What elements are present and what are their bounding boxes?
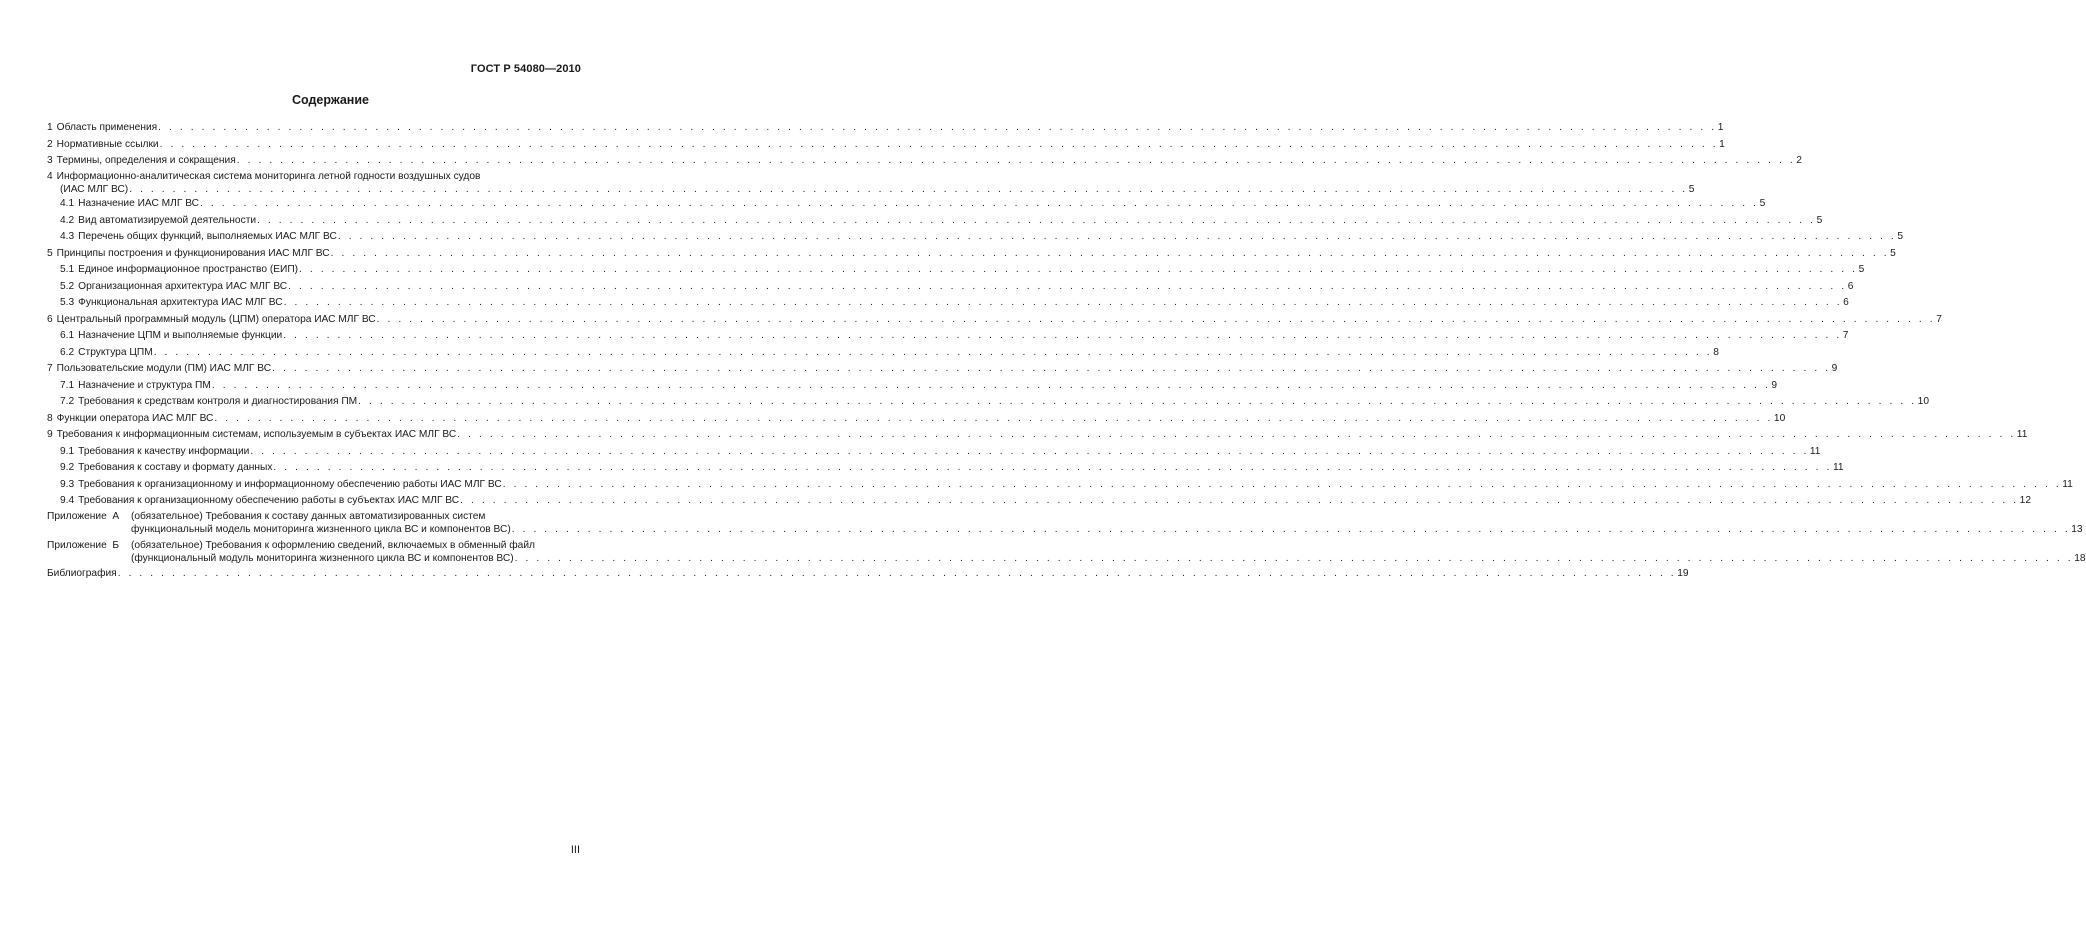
toc-entry-text: (обязательное) Требования к оформлению сведений, включаемых в обменный файл	[131, 540, 535, 551]
leader-dots	[237, 153, 1796, 170]
leader-dots	[288, 279, 1847, 296]
toc-entry-text: (обязательное) Требования к составу данных автоматизированных систем	[131, 510, 486, 522]
toc-entry-4-line1[interactable]	[47, 170, 583, 183]
leader-dots	[250, 444, 1809, 461]
toc-entry-number: 9	[47, 429, 53, 440]
toc-entry-text: Перечень общих функций, выполняемых ИАС МЛГ ВС	[78, 231, 337, 242]
toc-entry-text: Область применения	[56, 122, 158, 133]
toc-entry-page: 9	[1831, 363, 1838, 374]
leader-dots	[283, 328, 1842, 345]
toc-entry-text: Требования к организационному и информационному обеспечению работы ИАС МЛГ ВС	[78, 478, 502, 490]
toc-entry-number: 6.1	[60, 330, 75, 341]
toc-entry-page: 6	[1843, 297, 1849, 308]
document-header: ГОСТ Р 54080—2010	[470, 63, 581, 75]
toc-entry-2[interactable]	[47, 137, 1725, 154]
toc-entry-4-2[interactable]	[47, 213, 1823, 230]
toc-entry-text: Структура ЦПМ	[78, 346, 153, 358]
toc-entry-number: 4.3	[60, 231, 75, 242]
toc-entry-7-1[interactable]	[47, 378, 1778, 395]
toc-entry-text: Назначение и структура ПМ	[78, 379, 211, 391]
toc-entry-number: 6.2	[60, 346, 75, 358]
toc-entry-text: Вид автоматизируемой деятельности	[78, 214, 257, 226]
leader-dots	[457, 427, 2016, 444]
leader-dots	[338, 229, 1897, 246]
leader-dots	[284, 295, 1843, 312]
leader-dots	[160, 137, 1719, 154]
toc-entry-number: 2	[47, 138, 53, 150]
leader-dots	[214, 411, 1773, 428]
toc-entry-number: 9.4	[60, 495, 75, 506]
toc-entry-page: 10	[1917, 396, 1930, 407]
toc-entry-number: 9.3	[60, 478, 75, 490]
toc-entry-number: 7.1	[60, 379, 75, 391]
toc-entry-page: 2	[1796, 155, 1802, 166]
toc-entry-page: 5	[1759, 198, 1766, 209]
toc-entry-number: 8	[47, 412, 53, 424]
toc-entry-text: Назначение ИАС МЛГ ВС	[78, 198, 200, 209]
toc-entry-6[interactable]	[47, 312, 1942, 329]
toc-entry-9-4[interactable]	[47, 493, 2032, 510]
toc-entry-6-1[interactable]	[47, 328, 1849, 345]
toc-entry-page: 5	[1816, 214, 1823, 226]
toc-entry-4-line2[interactable]	[47, 183, 1695, 197]
leader-dots	[129, 183, 1688, 197]
toc-entry-6-2[interactable]	[47, 345, 1719, 362]
toc-entry-number: 7.2	[60, 396, 75, 407]
toc-appendix-a-line2[interactable]	[47, 523, 2083, 537]
toc-appendix-a-line1[interactable]	[47, 510, 583, 523]
toc-entry-text: Назначение ЦПМ и выполняемые функции	[78, 330, 283, 341]
toc-entry-number: 4.1	[60, 198, 75, 209]
toc-entry-number: 5	[47, 247, 53, 259]
appendix-label: Приложение Б	[47, 540, 120, 551]
leader-dots	[118, 566, 1677, 583]
toc-entry-page: 7	[1842, 330, 1849, 341]
toc-entry-text: Функции оператора ИАС МЛГ ВС	[56, 412, 214, 424]
leader-dots	[512, 523, 2071, 537]
toc-appendix-b-line1[interactable]	[47, 539, 583, 552]
toc-entry-page: 19	[1677, 567, 1689, 579]
toc-entry-text: Требования к средствам контроля и диагностирования ПМ	[78, 396, 358, 407]
toc-entry-page: 12	[2019, 495, 2032, 506]
toc-entry-1[interactable]	[47, 120, 1724, 137]
toc-entry-text: Термины, определения и сокращения	[56, 155, 236, 166]
toc-entry-page: 13	[2071, 523, 2083, 535]
toc-entry-text: Центральный программный модуль (ЦПМ) оператора ИАС МЛГ ВС	[56, 313, 376, 325]
toc-entry-3[interactable]	[47, 153, 1802, 170]
toc-entry-page: 18	[2074, 553, 2086, 564]
toc-entry-page: 5	[1858, 264, 1865, 275]
toc-entry-text: Организационная архитектура ИАС МЛГ ВС	[78, 280, 288, 292]
toc-entry-number: 5.3	[60, 297, 75, 308]
toc-appendix-b-line2[interactable]	[47, 552, 2086, 566]
leader-dots	[331, 246, 1890, 263]
toc-entry-8[interactable]	[47, 411, 1786, 428]
toc-entry-5-1[interactable]	[47, 262, 1865, 279]
leader-dots	[212, 378, 1771, 395]
toc-entry-number: 1	[47, 122, 53, 133]
toc-entry-9-3[interactable]	[47, 477, 2073, 494]
toc-entry-text: (функциональный модуль мониторинга жизненного цикла ВС и компонентов ВС)	[131, 553, 514, 564]
toc-entry-number: 6	[47, 313, 53, 325]
toc-entry-page: 11	[2062, 478, 2073, 490]
leader-dots	[515, 552, 2074, 566]
toc-entry-9-2[interactable]	[47, 460, 1844, 477]
toc-entry-text: (ИАС МЛГ ВС)	[60, 183, 129, 195]
toc-entry-number: 9.2	[60, 462, 75, 473]
toc-entry-text: Библиография	[47, 567, 117, 579]
toc-entry-7[interactable]	[47, 361, 1838, 378]
toc-entry-page: 1	[1719, 138, 1725, 150]
toc-entry-page: 11	[1809, 445, 1821, 457]
leader-dots	[272, 361, 1831, 378]
leader-dots	[273, 460, 1832, 477]
page-number: III	[570, 844, 580, 856]
leader-dots	[358, 394, 1917, 411]
toc-entry-text: Функциональная архитектура ИАС МЛГ ВС	[78, 297, 283, 308]
leader-dots	[503, 477, 2062, 494]
table-of-contents	[47, 120, 2086, 582]
toc-entry-page: 11	[1832, 462, 1844, 473]
toc-entry-page: 6	[1847, 280, 1854, 292]
toc-entry-5[interactable]	[47, 246, 1896, 263]
toc-entry-text: Требования к организационному обеспечению работы в субъектах ИАС МЛГ ВС	[78, 495, 460, 506]
toc-entry-text: Требования к составу и формату данных	[78, 462, 273, 473]
toc-entry-4-3[interactable]	[47, 229, 1904, 246]
toc-entry-page: 5	[1897, 231, 1904, 242]
leader-dots	[158, 120, 1717, 137]
toc-entry-number: 4.2	[60, 214, 75, 226]
appendix-label: Приложение А	[47, 510, 120, 522]
toc-entry-text: Требования к информационным системам, используемым в субъектах ИАС МЛГ ВС	[56, 429, 457, 440]
toc-entry-number: 3	[47, 155, 53, 166]
toc-entry-page: 5	[1890, 247, 1896, 259]
toc-entry-text: функциональный модель мониторинга жизненного цикла ВС и компонентов ВС)	[131, 523, 511, 535]
toc-entry-text: Информационно-аналитическая система мониторинга летной годности воздушных судов	[56, 170, 481, 182]
toc-entry-number: 9.1	[60, 445, 75, 457]
leader-dots	[154, 345, 1713, 362]
toc-entry-5-3[interactable]	[47, 295, 1849, 312]
toc-bibliography[interactable]	[47, 566, 1689, 583]
toc-entry-text: Пользовательские модули (ПМ) ИАС МЛГ ВС	[56, 363, 272, 374]
toc-entry-text: Требования к качеству информации	[78, 445, 250, 457]
toc-entry-number: 4	[47, 170, 53, 182]
toc-entry-text: Нормативные ссылки	[56, 138, 159, 150]
toc-entry-5-2[interactable]	[47, 279, 1854, 296]
toc-entry-page: 9	[1771, 379, 1778, 391]
toc-entry-4-1[interactable]	[47, 196, 1766, 213]
toc-entry-number: 7	[47, 363, 53, 374]
toc-entry-page: 7	[1936, 313, 1942, 325]
toc-entry-7-2[interactable]	[47, 394, 1930, 411]
toc-entry-number: 5.2	[60, 280, 75, 292]
toc-entry-text: Единое информационное пространство (ЕИП)	[78, 264, 299, 275]
toc-entry-number: 5.1	[60, 264, 75, 275]
toc-entry-9[interactable]	[47, 427, 2028, 444]
toc-entry-page: 5	[1688, 183, 1695, 195]
toc-entry-text: Принципы построения и функционирования ИАС МЛГ ВС	[56, 247, 330, 259]
leader-dots	[460, 493, 2019, 510]
leader-dots	[200, 196, 1759, 213]
toc-entry-page: 1	[1717, 122, 1724, 133]
toc-entry-9-1[interactable]	[47, 444, 1821, 461]
leader-dots	[299, 262, 1858, 279]
toc-entry-page: 11	[2016, 429, 2028, 440]
leader-dots	[377, 312, 1936, 329]
page-title: Содержание	[291, 93, 369, 107]
toc-entry-page: 8	[1713, 346, 1719, 358]
leader-dots	[257, 213, 1816, 230]
toc-entry-page: 10	[1773, 412, 1786, 424]
